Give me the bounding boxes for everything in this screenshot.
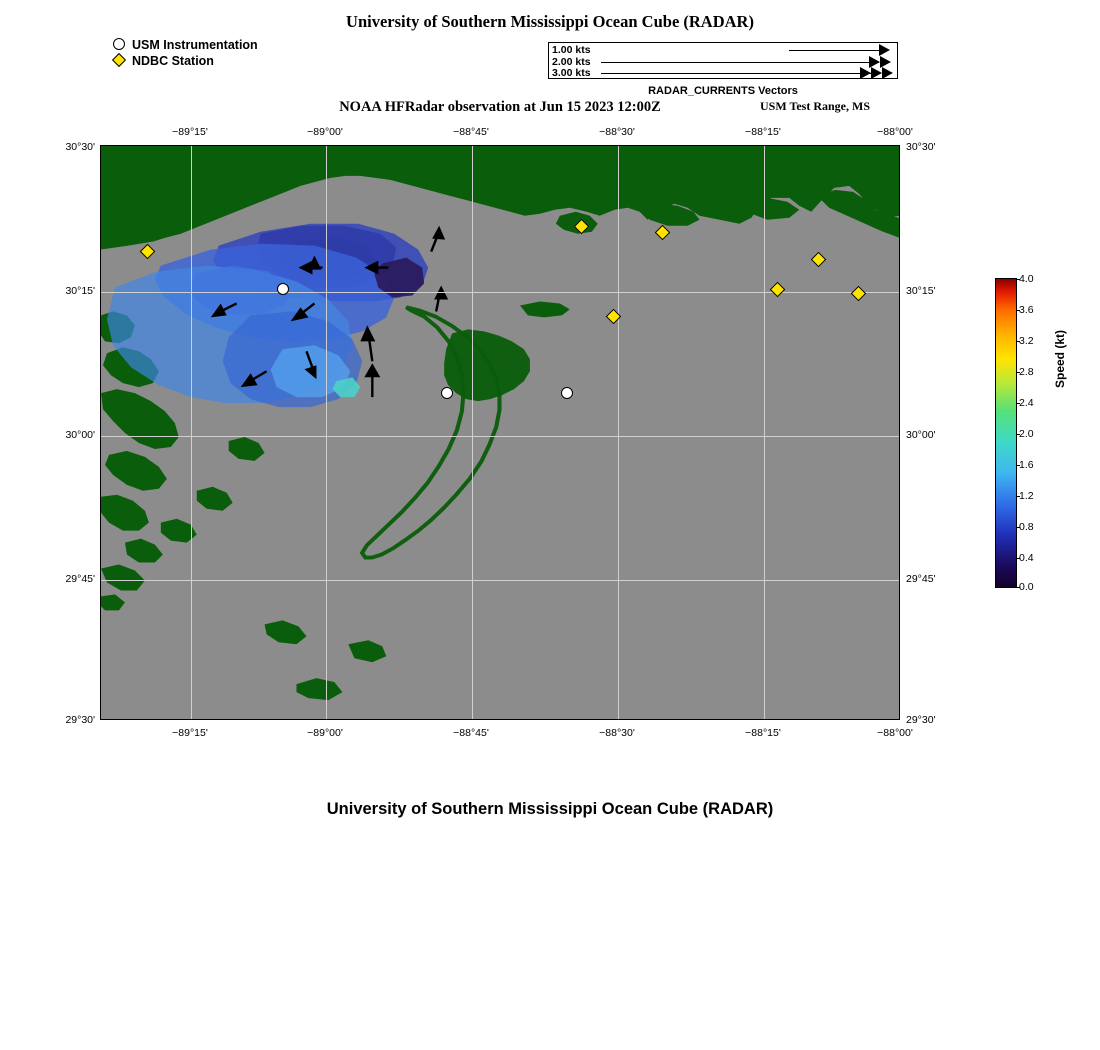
lat-tick-right-3: 29°45' (906, 573, 936, 585)
colorbar-tick-4-0: 4.0 (1019, 273, 1034, 285)
lon-tick-top-3: −88°30' (599, 126, 635, 138)
vector-scale-row-1 (549, 44, 897, 56)
observation-title: NOAA HFRadar observation at Jun 15 2023 12:00Z (339, 99, 661, 115)
colorbar-axis-label: Speed (kt) (1053, 329, 1067, 388)
vector-arrow (431, 226, 445, 252)
vector-arrow (364, 363, 380, 397)
lon-tick-bot-0: −89°15' (172, 727, 208, 739)
colorbar-tick-1-2: 1.2 (1019, 490, 1034, 502)
colorbar-tick-0-0: 0.0 (1019, 581, 1034, 593)
page-title: University of Southern Mississippi Ocean Cube (RADAR) (346, 12, 754, 31)
gridline-lon-89-15 (191, 146, 192, 719)
legend-label-ndbc: NDBC Station (132, 53, 214, 68)
vector-scale-line-3 (601, 73, 879, 74)
vector-scale-line-1 (789, 50, 879, 51)
usm-station-marker[interactable] (277, 283, 289, 295)
gridline-lon-88-30 (618, 146, 619, 719)
footer-title: University of Southern Mississippi Ocean Cube (RADAR) (326, 800, 774, 818)
gridline-lat-29-45 (101, 580, 899, 581)
legend-item-ndbc (112, 53, 258, 68)
lon-tick-bot-4: −88°15' (745, 727, 781, 739)
colorbar-tick-2-8: 2.8 (1019, 366, 1034, 378)
vector-arrow-head-3b (871, 67, 882, 79)
vector-scale-row-3 (549, 67, 897, 79)
colorbar-tick-3-6: 3.6 (1019, 304, 1034, 316)
usm-station-marker[interactable] (561, 387, 573, 399)
colorbar-gradient (995, 278, 1017, 588)
colorbar-tick-0-8: 0.8 (1019, 521, 1034, 533)
vector-arrow-head-3c (882, 67, 893, 79)
colorbar-tick-2-0: 2.0 (1019, 428, 1034, 440)
colorbar-tick-3-2: 3.2 (1019, 335, 1034, 347)
lon-tick-bot-5: −88°00' (877, 727, 913, 739)
colorbar-tick-0-4: 0.4 (1019, 552, 1034, 564)
lat-tick-left-4: 29°30' (65, 714, 95, 726)
lon-tick-top-2: −88°45' (453, 126, 489, 138)
lat-tick-left-3: 29°45' (65, 573, 95, 585)
lon-tick-top-4: −88°15' (745, 126, 781, 138)
gridline-lon-88-15 (764, 146, 765, 719)
lat-tick-right-1: 30°15' (906, 285, 936, 297)
lon-tick-bot-2: −88°45' (453, 727, 489, 739)
lon-tick-bot-1: −89°00' (307, 727, 343, 739)
circle-marker-icon (112, 37, 128, 52)
legend-item-usm (112, 37, 258, 52)
vector-scale-label-3: 3.00 kts (552, 67, 591, 79)
usm-station-marker[interactable] (441, 387, 453, 399)
lat-tick-right-4: 29°30' (906, 714, 936, 726)
vector-arrow-head-1a (879, 44, 890, 56)
gridline-lon-89-00 (326, 146, 327, 719)
vector-arrow (434, 286, 448, 312)
lat-tick-left-1: 30°15' (65, 285, 95, 297)
lat-tick-right-2: 30°00' (906, 429, 936, 441)
map-canvas[interactable] (100, 145, 900, 720)
lat-tick-left-2: 30°00' (65, 429, 95, 441)
diamond-marker-icon (112, 53, 128, 68)
gridline-lat-30-00 (101, 436, 899, 437)
vector-scale-label-1: 1.00 kts (552, 44, 591, 56)
vector-scale-line-2 (601, 62, 879, 63)
colorbar-tick-1-6: 1.6 (1019, 459, 1034, 471)
lon-tick-top-1: −89°00' (307, 126, 343, 138)
lon-tick-top-0: −89°15' (172, 126, 208, 138)
coastline-layer (101, 146, 899, 719)
lon-tick-top-5: −88°00' (877, 126, 913, 138)
lat-tick-left-0: 30°30' (65, 141, 95, 153)
marker-legend (112, 37, 258, 69)
colorbar-tick-2-4: 2.4 (1019, 397, 1034, 409)
range-label: USM Test Range, MS (760, 99, 871, 113)
gridline-lon-88-45 (472, 146, 473, 719)
legend-label-usm: USM Instrumentation (132, 37, 258, 52)
vector-scale-caption: RADAR_CURRENTS Vectors (648, 85, 798, 97)
vector-arrow-head-3a (860, 67, 871, 79)
vector-scale-label-2: 2.00 kts (552, 56, 591, 68)
lat-tick-right-0: 30°30' (906, 141, 936, 153)
lon-tick-bot-3: −88°30' (599, 727, 635, 739)
vector-scale-box (548, 42, 898, 79)
